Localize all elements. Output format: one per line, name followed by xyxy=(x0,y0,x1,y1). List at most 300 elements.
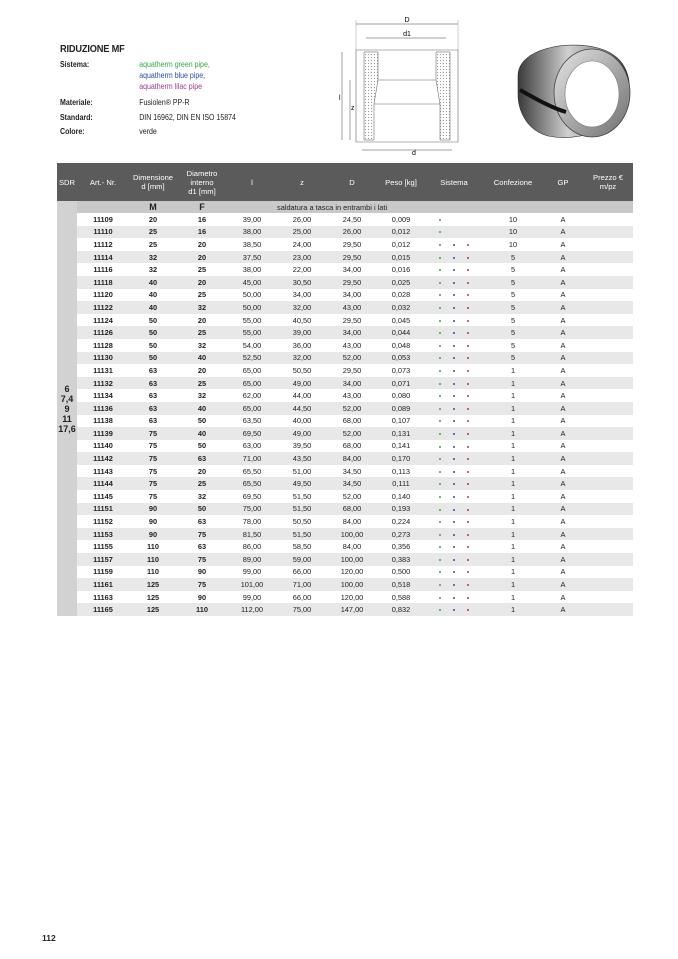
blue-dot-icon xyxy=(453,609,455,611)
cell-d1: 90 xyxy=(177,591,227,604)
table-row xyxy=(57,578,633,591)
green-dot-icon xyxy=(439,307,441,309)
cell-peso: 0,045 xyxy=(377,314,425,327)
table-row xyxy=(57,364,633,377)
blue-dot-icon xyxy=(453,597,455,599)
cell-peso: 0,015 xyxy=(377,251,425,264)
cell-art: 11116 xyxy=(77,263,129,276)
table-row xyxy=(57,301,633,314)
cell-l: 62,00 xyxy=(227,389,277,402)
cell-l: 63,00 xyxy=(227,440,277,453)
cell-d1: 50 xyxy=(177,415,227,428)
cell-prezzo xyxy=(583,503,633,516)
cell-D: 100,00 xyxy=(327,553,377,566)
cell-D: 43,00 xyxy=(327,389,377,402)
cell-prezzo xyxy=(583,553,633,566)
lilac-dot-icon xyxy=(467,332,469,334)
cell-d1: 32 xyxy=(177,301,227,314)
cell-gp: A xyxy=(543,452,583,465)
blue-dot-icon xyxy=(453,332,455,334)
cell-D: 84,00 xyxy=(327,515,377,528)
mf-note: saldatura a tasca in entrambi i lati xyxy=(277,201,483,213)
cell-conf: 5 xyxy=(483,289,543,302)
cell-conf: 1 xyxy=(483,515,543,528)
cell-art: 11140 xyxy=(77,440,129,453)
cell-d1: 20 xyxy=(177,238,227,251)
green-dot-icon xyxy=(439,483,441,485)
cell-gp: A xyxy=(543,364,583,377)
cell-d: 125 xyxy=(129,578,177,591)
green-dot-icon xyxy=(439,383,441,385)
green-dot-icon xyxy=(439,257,441,259)
cell-gp: A xyxy=(543,377,583,390)
lilac-dot-icon xyxy=(467,231,469,233)
cell-D: 100,00 xyxy=(327,578,377,591)
cell-conf: 10 xyxy=(483,226,543,239)
col-sdr: SDR xyxy=(57,163,77,201)
cell-d1: 16 xyxy=(177,226,227,239)
lilac-dot-icon xyxy=(467,408,469,410)
cell-sistema xyxy=(425,603,483,616)
standard-label: Standard: xyxy=(60,113,93,122)
blue-dot-icon xyxy=(453,244,455,246)
green-dot-icon xyxy=(439,332,441,334)
cell-peso: 0,113 xyxy=(377,465,425,478)
cell-l: 89,00 xyxy=(227,553,277,566)
cell-d1: 75 xyxy=(177,578,227,591)
green-dot-icon xyxy=(439,458,441,460)
cell-prezzo xyxy=(583,578,633,591)
cell-gp: A xyxy=(543,553,583,566)
cell-peso: 0,500 xyxy=(377,566,425,579)
cell-peso: 0,073 xyxy=(377,364,425,377)
lilac-dot-icon xyxy=(467,546,469,548)
blue-dot-icon xyxy=(453,546,455,548)
cell-D: 29,50 xyxy=(327,238,377,251)
col-prezzo: Prezzo € m/pz xyxy=(583,163,633,201)
cell-d1: 25 xyxy=(177,263,227,276)
cell-conf: 1 xyxy=(483,540,543,553)
cell-art: 11163 xyxy=(77,591,129,604)
cell-art: 11152 xyxy=(77,515,129,528)
cell-sistema xyxy=(425,364,483,377)
cell-d1: 50 xyxy=(177,440,227,453)
cell-l: 69,50 xyxy=(227,427,277,440)
blue-dot-icon xyxy=(453,446,455,448)
lilac-dot-icon xyxy=(467,559,469,561)
cell-peso: 0,170 xyxy=(377,452,425,465)
cell-peso: 0,224 xyxy=(377,515,425,528)
cell-d1: 20 xyxy=(177,276,227,289)
cell-conf: 1 xyxy=(483,553,543,566)
green-dot-icon xyxy=(439,433,441,435)
cell-D: 52,00 xyxy=(327,490,377,503)
cell-d1: 63 xyxy=(177,540,227,553)
cell-art: 11110 xyxy=(77,226,129,239)
cell-gp: A xyxy=(543,301,583,314)
cell-peso: 0,518 xyxy=(377,578,425,591)
lilac-dot-icon xyxy=(467,395,469,397)
cell-D: 84,00 xyxy=(327,452,377,465)
cell-d1: 25 xyxy=(177,377,227,390)
dim-l-label: l xyxy=(339,95,341,102)
cell-d1: 63 xyxy=(177,515,227,528)
cell-conf: 1 xyxy=(483,465,543,478)
col-D: D xyxy=(327,163,377,201)
cell-d: 50 xyxy=(129,352,177,365)
cell-gp: A xyxy=(543,591,583,604)
cell-sistema xyxy=(425,515,483,528)
cell-D: 52,00 xyxy=(327,352,377,365)
cell-prezzo xyxy=(583,263,633,276)
cell-prezzo xyxy=(583,452,633,465)
blue-dot-icon xyxy=(453,395,455,397)
lilac-dot-icon xyxy=(467,609,469,611)
lilac-dot-icon xyxy=(467,307,469,309)
cell-l: 54,00 xyxy=(227,339,277,352)
cell-gp: A xyxy=(543,326,583,339)
cell-D: 120,00 xyxy=(327,566,377,579)
table-row xyxy=(57,553,633,566)
cell-d1: 50 xyxy=(177,503,227,516)
cell-z: 44,50 xyxy=(277,402,327,415)
cell-D: 34,00 xyxy=(327,326,377,339)
lilac-dot-icon xyxy=(467,420,469,422)
cell-d: 63 xyxy=(129,377,177,390)
sdr-value: 7,4 xyxy=(60,393,74,404)
cell-art: 11114 xyxy=(77,251,129,264)
cell-sistema xyxy=(425,314,483,327)
cell-d1: 40 xyxy=(177,427,227,440)
sistema-blue: aquatherm blue pipe, xyxy=(139,71,206,80)
cell-art: 11144 xyxy=(77,477,129,490)
dim-d-label: d xyxy=(412,150,416,156)
cell-gp: A xyxy=(543,415,583,428)
cell-d: 25 xyxy=(129,238,177,251)
cell-sistema xyxy=(425,238,483,251)
cell-d: 75 xyxy=(129,490,177,503)
cell-conf: 5 xyxy=(483,276,543,289)
cell-prezzo xyxy=(583,352,633,365)
cell-conf: 5 xyxy=(483,251,543,264)
green-dot-icon xyxy=(439,609,441,611)
cell-D: 68,00 xyxy=(327,503,377,516)
cell-conf: 1 xyxy=(483,415,543,428)
cell-gp: A xyxy=(543,238,583,251)
sdr-value: 6 xyxy=(64,383,70,394)
materiale-value: Fusiolen® PP-R xyxy=(139,98,190,107)
blue-dot-icon xyxy=(453,433,455,435)
cell-peso: 0,140 xyxy=(377,490,425,503)
cell-sistema xyxy=(425,503,483,516)
cell-d: 40 xyxy=(129,301,177,314)
blue-dot-icon xyxy=(453,370,455,372)
cell-z: 71,00 xyxy=(277,578,327,591)
cell-prezzo xyxy=(583,490,633,503)
table-row xyxy=(57,465,633,478)
cell-z: 39,00 xyxy=(277,326,327,339)
blue-dot-icon xyxy=(453,282,455,284)
cell-z: 51,50 xyxy=(277,490,327,503)
cell-gp: A xyxy=(543,427,583,440)
cell-sistema xyxy=(425,402,483,415)
table-row xyxy=(57,314,633,327)
cell-l: 52,50 xyxy=(227,352,277,365)
cell-sistema xyxy=(425,377,483,390)
green-dot-icon xyxy=(439,244,441,246)
cell-art: 11165 xyxy=(77,603,129,616)
cell-sistema xyxy=(425,251,483,264)
cell-prezzo xyxy=(583,440,633,453)
cell-art: 11159 xyxy=(77,566,129,579)
cell-gp: A xyxy=(543,314,583,327)
cell-gp: A xyxy=(543,503,583,516)
cell-prezzo xyxy=(583,415,633,428)
cell-gp: A xyxy=(543,465,583,478)
cell-art: 11120 xyxy=(77,289,129,302)
cell-z: 40,00 xyxy=(277,415,327,428)
blue-dot-icon xyxy=(453,219,455,221)
cell-art: 11157 xyxy=(77,553,129,566)
cell-gp: A xyxy=(543,226,583,239)
cell-gp: A xyxy=(543,540,583,553)
cell-peso: 0,009 xyxy=(377,213,425,226)
cell-z: 51,50 xyxy=(277,503,327,516)
cell-d: 63 xyxy=(129,415,177,428)
cell-z: 49,50 xyxy=(277,477,327,490)
cell-d: 75 xyxy=(129,427,177,440)
table-row xyxy=(57,440,633,453)
cell-peso: 0,080 xyxy=(377,389,425,402)
cell-sistema xyxy=(425,490,483,503)
cell-gp: A xyxy=(543,352,583,365)
cell-D: 34,00 xyxy=(327,289,377,302)
cell-art: 11130 xyxy=(77,352,129,365)
cell-conf: 1 xyxy=(483,566,543,579)
lilac-dot-icon xyxy=(467,571,469,573)
cell-prezzo xyxy=(583,427,633,440)
cell-sistema xyxy=(425,339,483,352)
sistema-green: aquatherm green pipe, xyxy=(139,60,210,69)
cell-peso: 0,048 xyxy=(377,339,425,352)
cell-d: 50 xyxy=(129,326,177,339)
table-row xyxy=(57,213,633,226)
cell-d1: 20 xyxy=(177,314,227,327)
cell-prezzo xyxy=(583,377,633,390)
cell-D: 84,00 xyxy=(327,540,377,553)
technical-drawing xyxy=(334,14,474,156)
cell-l: 65,00 xyxy=(227,364,277,377)
cell-art: 11124 xyxy=(77,314,129,327)
cell-peso: 0,383 xyxy=(377,553,425,566)
cell-z: 25,00 xyxy=(277,226,327,239)
cell-peso: 0,016 xyxy=(377,263,425,276)
lilac-dot-icon xyxy=(467,257,469,259)
cell-l: 45,00 xyxy=(227,276,277,289)
col-z: z xyxy=(277,163,327,201)
cell-conf: 5 xyxy=(483,326,543,339)
cell-D: 43,00 xyxy=(327,339,377,352)
cell-prezzo xyxy=(583,528,633,541)
cell-prezzo xyxy=(583,603,633,616)
cell-prezzo xyxy=(583,226,633,239)
lilac-dot-icon xyxy=(467,320,469,322)
lilac-dot-icon xyxy=(467,433,469,435)
cell-prezzo xyxy=(583,540,633,553)
table-row xyxy=(57,238,633,251)
cell-l: 99,00 xyxy=(227,591,277,604)
cell-d1: 40 xyxy=(177,352,227,365)
cell-prezzo xyxy=(583,389,633,402)
cell-d1: 32 xyxy=(177,490,227,503)
cell-art: 11139 xyxy=(77,427,129,440)
cell-art: 11143 xyxy=(77,465,129,478)
cell-d1: 90 xyxy=(177,566,227,579)
cell-d: 110 xyxy=(129,566,177,579)
lilac-dot-icon xyxy=(467,345,469,347)
cell-peso: 0,044 xyxy=(377,326,425,339)
cell-peso: 0,089 xyxy=(377,402,425,415)
cell-art: 11151 xyxy=(77,503,129,516)
table-row xyxy=(57,326,633,339)
sdr-value: 17,6 xyxy=(58,423,76,434)
cell-peso: 0,012 xyxy=(377,238,425,251)
cell-d1: 75 xyxy=(177,528,227,541)
green-dot-icon xyxy=(439,597,441,599)
cell-prezzo xyxy=(583,364,633,377)
table-row xyxy=(57,263,633,276)
cell-peso: 0,028 xyxy=(377,289,425,302)
blue-dot-icon xyxy=(453,584,455,586)
cell-peso: 0,141 xyxy=(377,440,425,453)
dim-d1-label: d1 xyxy=(403,31,411,38)
lilac-dot-icon xyxy=(467,509,469,511)
cell-z: 44,00 xyxy=(277,389,327,402)
cell-conf: 1 xyxy=(483,364,543,377)
cell-sistema xyxy=(425,477,483,490)
cell-conf: 1 xyxy=(483,440,543,453)
dim-z-label: z xyxy=(351,105,355,112)
cell-l: 65,00 xyxy=(227,377,277,390)
cell-art: 11128 xyxy=(77,339,129,352)
cell-d: 40 xyxy=(129,276,177,289)
lilac-dot-icon xyxy=(467,584,469,586)
cell-sistema xyxy=(425,540,483,553)
cell-sistema xyxy=(425,289,483,302)
cell-D: 34,50 xyxy=(327,477,377,490)
cell-l: 38,00 xyxy=(227,263,277,276)
cell-peso: 0,832 xyxy=(377,603,425,616)
mf-row xyxy=(57,201,633,213)
cell-d: 32 xyxy=(129,263,177,276)
table-row xyxy=(57,503,633,516)
green-dot-icon xyxy=(439,446,441,448)
cell-l: 69,50 xyxy=(227,490,277,503)
cell-sistema xyxy=(425,452,483,465)
cell-prezzo xyxy=(583,402,633,415)
cell-conf: 5 xyxy=(483,263,543,276)
cell-d: 75 xyxy=(129,465,177,478)
colore-label: Colore: xyxy=(60,127,85,136)
table-row xyxy=(57,339,633,352)
cell-z: 75,00 xyxy=(277,603,327,616)
cell-l: 86,00 xyxy=(227,540,277,553)
table-row xyxy=(57,276,633,289)
green-dot-icon xyxy=(439,320,441,322)
blue-dot-icon xyxy=(453,345,455,347)
col-confezione: Confezione xyxy=(483,163,543,201)
cell-gp: A xyxy=(543,402,583,415)
cell-peso: 0,071 xyxy=(377,377,425,390)
cell-l: 78,00 xyxy=(227,515,277,528)
cell-l: 38,00 xyxy=(227,226,277,239)
blue-dot-icon xyxy=(453,231,455,233)
cell-d: 40 xyxy=(129,289,177,302)
cell-D: 147,00 xyxy=(327,603,377,616)
cell-gp: A xyxy=(543,213,583,226)
cell-z: 43,50 xyxy=(277,452,327,465)
green-dot-icon xyxy=(439,395,441,397)
green-dot-icon xyxy=(439,496,441,498)
cell-conf: 5 xyxy=(483,314,543,327)
table-row xyxy=(57,515,633,528)
cell-prezzo xyxy=(583,314,633,327)
table-row xyxy=(57,566,633,579)
table-row xyxy=(57,591,633,604)
cell-conf: 1 xyxy=(483,389,543,402)
cell-z: 50,50 xyxy=(277,515,327,528)
cell-gp: A xyxy=(543,603,583,616)
blue-dot-icon xyxy=(453,458,455,460)
cell-conf: 1 xyxy=(483,503,543,516)
green-dot-icon xyxy=(439,521,441,523)
cell-D: 68,00 xyxy=(327,415,377,428)
lilac-dot-icon xyxy=(467,458,469,460)
cell-d: 75 xyxy=(129,440,177,453)
green-dot-icon xyxy=(439,509,441,511)
green-dot-icon xyxy=(439,471,441,473)
cell-conf: 10 xyxy=(483,213,543,226)
cell-D: 52,00 xyxy=(327,427,377,440)
lilac-dot-icon xyxy=(467,483,469,485)
cell-d: 63 xyxy=(129,364,177,377)
cell-gp: A xyxy=(543,389,583,402)
cell-D: 29,50 xyxy=(327,276,377,289)
lilac-dot-icon xyxy=(467,244,469,246)
cell-conf: 1 xyxy=(483,591,543,604)
lilac-dot-icon xyxy=(467,357,469,359)
product-table xyxy=(57,163,633,616)
cell-prezzo xyxy=(583,276,633,289)
col-sistema: Sistema xyxy=(425,163,483,201)
blue-dot-icon xyxy=(453,420,455,422)
product-title: RIDUZIONE MF xyxy=(60,43,125,55)
cell-sistema xyxy=(425,276,483,289)
cell-art: 11142 xyxy=(77,452,129,465)
dim-D-label: D xyxy=(404,17,410,24)
col-art: Art.- Nr. xyxy=(77,163,129,201)
cell-l: 81,50 xyxy=(227,528,277,541)
lilac-dot-icon xyxy=(467,219,469,221)
cell-sistema xyxy=(425,301,483,314)
cell-sistema xyxy=(425,427,483,440)
cell-prezzo xyxy=(583,289,633,302)
table-row xyxy=(57,477,633,490)
cell-sistema xyxy=(425,226,483,239)
green-dot-icon xyxy=(439,420,441,422)
lilac-dot-icon xyxy=(467,471,469,473)
cell-l: 39,00 xyxy=(227,213,277,226)
